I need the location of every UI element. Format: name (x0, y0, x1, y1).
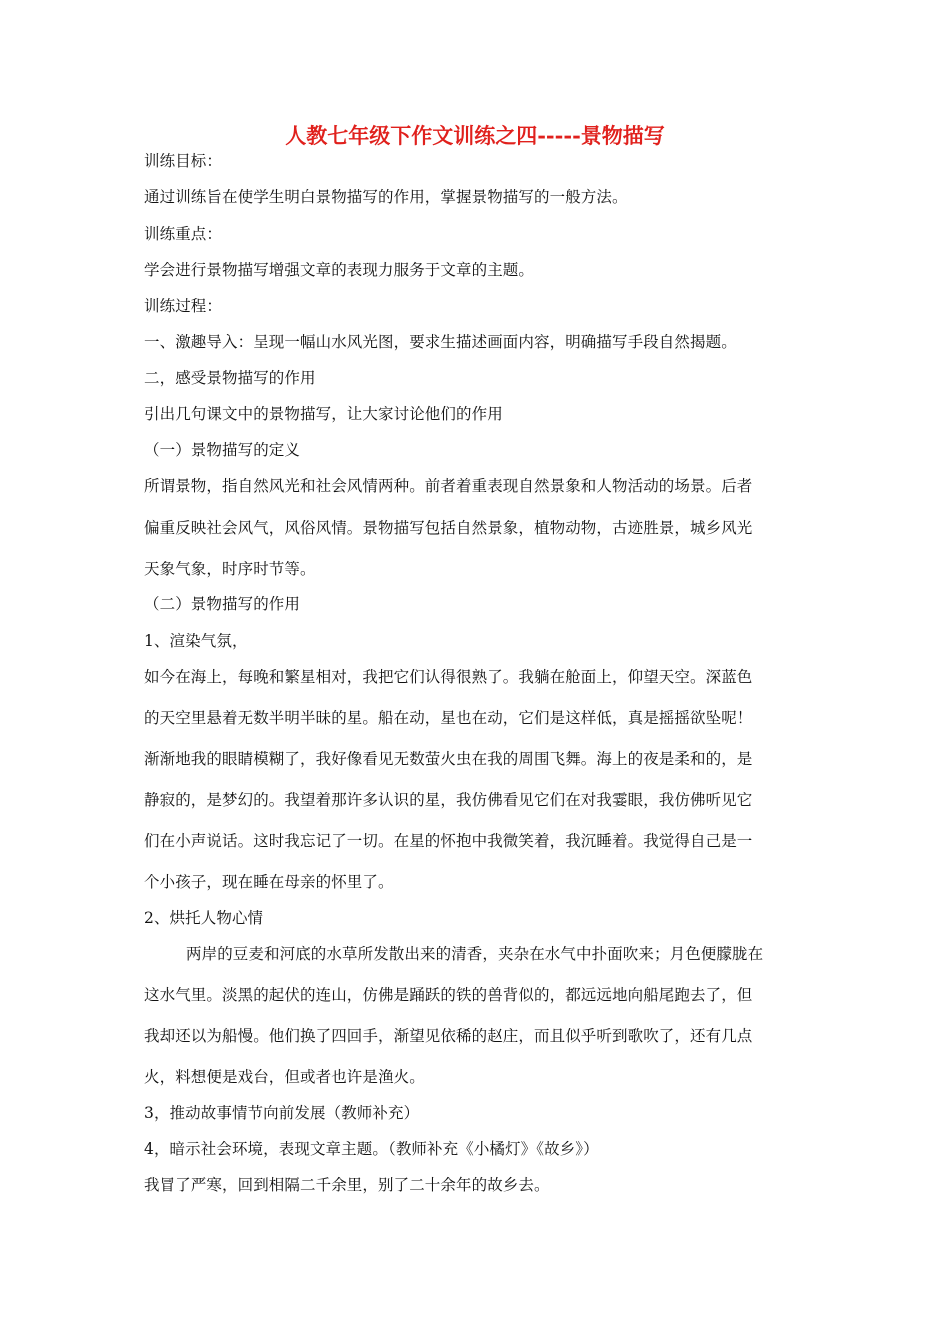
quote-line: 火，料想便是戏台，但或者也许是渔火。 (144, 1068, 425, 1086)
section-label-goal: 训练目标： (144, 152, 223, 170)
section-label-focus: 训练重点： (144, 225, 223, 243)
definition-line: 所谓景物，指自然风光和社会风情两种。前者着重表现自然景象和人物活动的场景。后者 (144, 477, 753, 495)
list-item-theme: 4，暗示社会环境，表现文章主题。（教师补充《小橘灯》《故乡》） (144, 1140, 599, 1158)
subheading-function: （二）景物描写的作用 (144, 595, 301, 613)
quote-line: 们在小声说话。这时我忘记了一切。在星的怀抱中我微笑着，我沉睡着。我觉得自己是一 (144, 832, 753, 850)
quote-line: 如今在海上，每晚和繁星相对，我把它们认得很熟了。我躺在舱面上，仰望天空。深蓝色 (144, 668, 753, 686)
heading-function: 二，感受景物描写的作用 (144, 369, 316, 387)
quote-line: 的天空里悬着无数半明半昧的星。船在动，星也在动，它们是这样低，真是摇摇欲坠呢！ (144, 709, 753, 727)
quote-line: 我却还以为船慢。他们换了四回手，渐望见依稀的赵庄，而且似乎听到歌吹了，还有几点 (144, 1027, 753, 1045)
paragraph-goal: 通过训练旨在使学生明白景物描写的作用，掌握景物描写的一般方法。 (144, 188, 628, 206)
quote-line: 这水气里。淡黑的起伏的连山，仿佛是踊跃的铁的兽背似的，都远远地向船尾跑去了，但 (144, 986, 753, 1004)
quote-line: 静寂的，是梦幻的。我望着那许多认识的星，我仿佛看见它们在对我霎眼，我仿佛听见它 (144, 791, 753, 809)
paragraph-discussion: 引出几句课文中的景物描写，让大家讨论他们的作用 (144, 405, 503, 423)
list-item-plot: 3，推动故事情节向前发展（教师补充） (144, 1104, 420, 1122)
definition-line: 偏重反映社会风气，风俗风情。景物描写包括自然景象，植物动物，古迹胜景，城乡风光 (144, 519, 753, 537)
page-title: 人教七年级下作文训练之四-----景物描写 (285, 123, 665, 148)
quote-line: 渐渐地我的眼睛模糊了，我好像看见无数萤火虫在我的周围飞舞。海上的夜是柔和的，是 (144, 750, 753, 768)
quote-line: 两岸的豆麦和河底的水草所发散出来的清香，夹杂在水气中扑面吹来；月色便朦胧在 (186, 945, 764, 963)
list-item-mood: 2、烘托人物心情 (144, 909, 264, 927)
section-label-process: 训练过程： (144, 297, 223, 315)
paragraph-focus: 学会进行景物描写增强文章的表现力服务于文章的主题。 (144, 261, 535, 279)
definition-line: 天象气象，时序时节等。 (144, 560, 316, 578)
subheading-definition: （一）景物描写的定义 (144, 441, 301, 459)
quote-line: 个小孩子，现在睡在母亲的怀里了。 (144, 873, 394, 891)
quote-line: 我冒了严寒，回到相隔二千余里，别了二十余年的故乡去。 (144, 1176, 550, 1194)
list-item-atmosphere: 1、渲染气氛， (144, 632, 248, 650)
paragraph-intro: 一、激趣导入：呈现一幅山水风光图，要求生描述画面内容，明确描写手段自然揭题。 (144, 333, 737, 351)
